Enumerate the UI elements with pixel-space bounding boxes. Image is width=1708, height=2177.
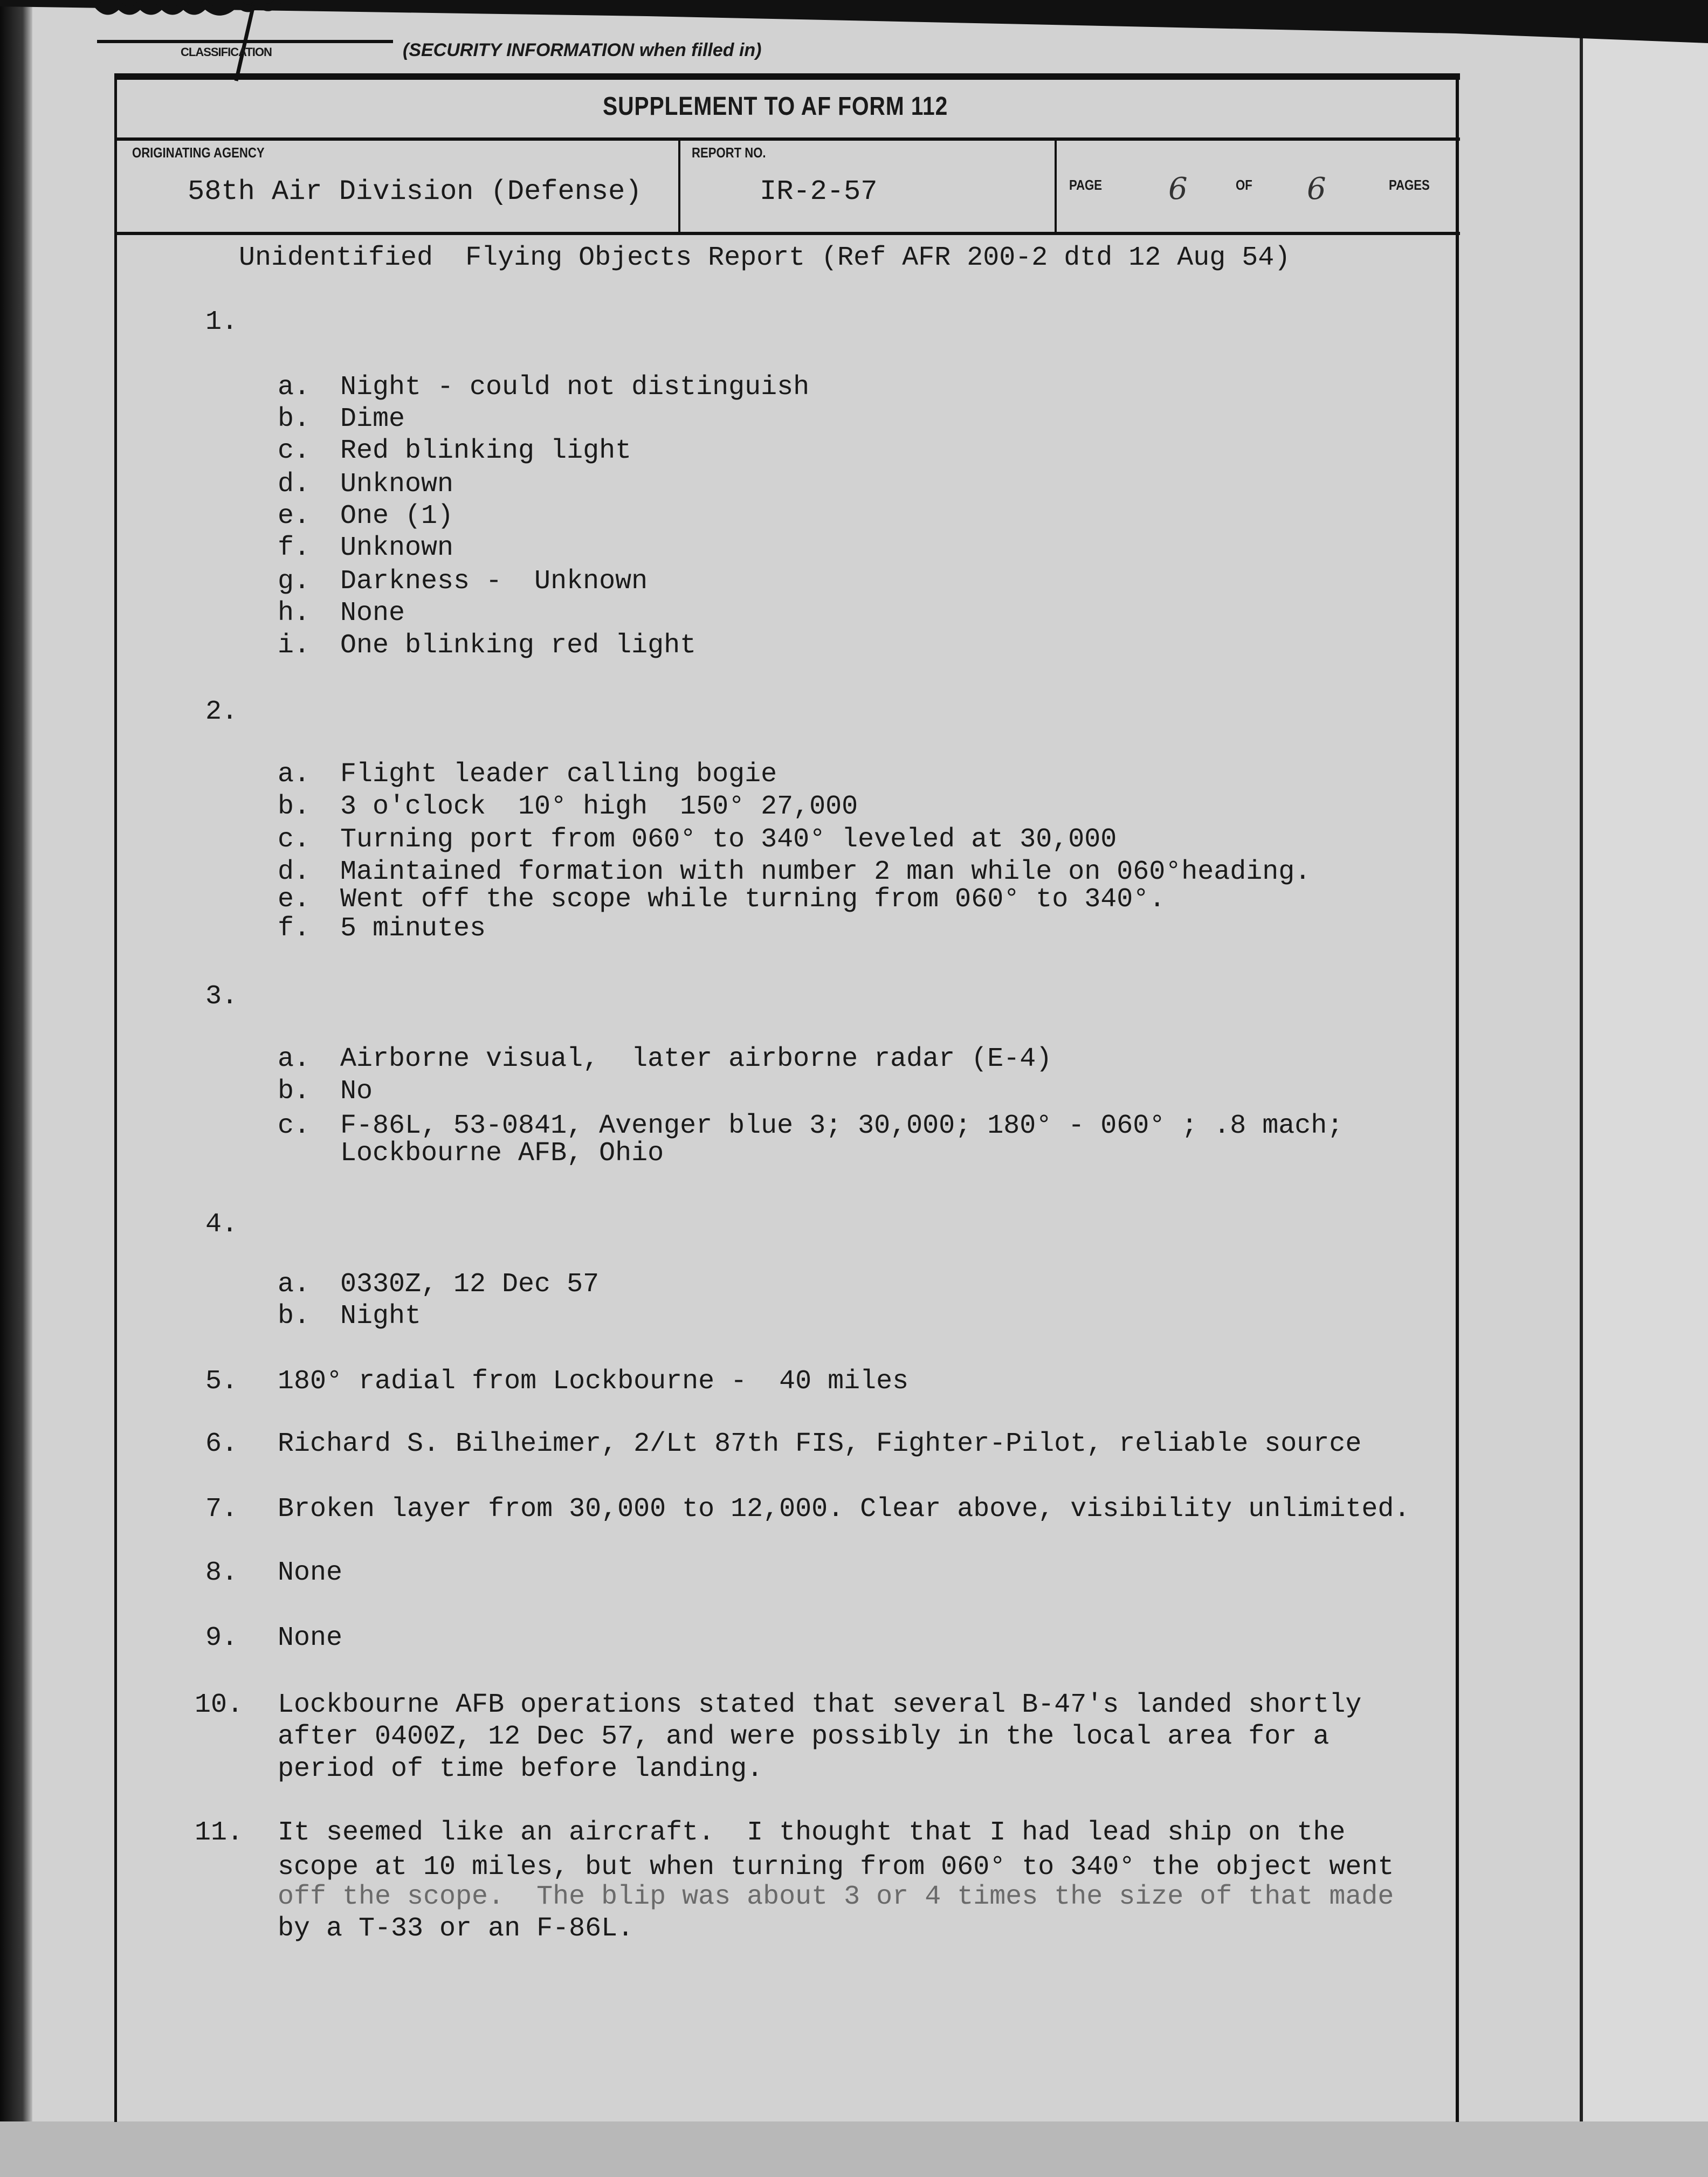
sub-text: Flight leader calling bogie bbox=[340, 759, 777, 790]
film-margin-right bbox=[1580, 0, 1708, 2177]
item-number: 7. bbox=[205, 1494, 238, 1525]
sub-label: c. bbox=[278, 1111, 311, 1141]
item-text: after 0400Z, 12 Dec 57, and were possibly in the local area for a bbox=[278, 1721, 1330, 1752]
sub-text: 5 minutes bbox=[340, 913, 486, 944]
sub-text: None bbox=[340, 598, 405, 629]
sub-text: Unknown bbox=[340, 469, 454, 500]
form-left-border bbox=[114, 73, 117, 2122]
form-divider bbox=[114, 137, 1460, 141]
sub-text: One blinking red light bbox=[340, 630, 697, 661]
security-note: (SECURITY INFORMATION when filled in) bbox=[403, 40, 762, 60]
sub-text: One (1) bbox=[340, 501, 454, 532]
item-text: None bbox=[278, 1623, 343, 1654]
sub-label: f. bbox=[278, 533, 311, 563]
sub-label: g. bbox=[278, 566, 311, 597]
sub-label: a. bbox=[278, 1044, 311, 1074]
originating-agency-label: ORIGINATING AGENCY bbox=[132, 144, 265, 161]
sub-label: c. bbox=[278, 436, 311, 466]
report-no-label: REPORT NO. bbox=[692, 144, 766, 161]
sub-text-continued: Lockbourne AFB, Ohio bbox=[340, 1138, 664, 1169]
item-text: off the scope. The blip was about 3 or 4 times the size of that made bbox=[278, 1882, 1394, 1912]
sub-text: 0330Z, 12 Dec 57 bbox=[340, 1269, 600, 1300]
report-no-value: IR-2-57 bbox=[760, 176, 878, 208]
column-divider bbox=[678, 139, 680, 233]
sub-text: Airborne visual, later airborne radar (E-4) bbox=[340, 1044, 1052, 1074]
item-text: Broken layer from 30,000 to 12,000. Clear above, visibility unlimited. bbox=[278, 1494, 1410, 1525]
item-number: 10. bbox=[195, 1690, 244, 1720]
item-number: 6. bbox=[205, 1429, 238, 1459]
sub-label: b. bbox=[278, 1301, 311, 1332]
item-text: by a T-33 or an F-86L. bbox=[278, 1913, 634, 1944]
item-text: None bbox=[278, 1558, 343, 1588]
column-divider bbox=[1055, 139, 1057, 233]
film-edge-left bbox=[0, 0, 32, 2177]
item-number: 11. bbox=[195, 1817, 244, 1848]
item-text: Lockbourne AFB operations stated that several B-47's landed shortly bbox=[278, 1690, 1362, 1720]
sub-text: 3 o'clock 10° high 150° 27,000 bbox=[340, 791, 858, 822]
of-label: OF bbox=[1236, 177, 1252, 193]
sub-label: d. bbox=[278, 469, 311, 500]
form-title: SUPPLEMENT TO AF FORM 112 bbox=[603, 92, 948, 121]
report-heading: Unidentified Flying Objects Report (Ref AFR 200-2 dtd 12 Aug 54) bbox=[239, 243, 1291, 273]
sub-label: a. bbox=[278, 759, 311, 790]
sub-label: c. bbox=[278, 824, 311, 855]
item-number: 1. bbox=[205, 307, 238, 337]
form-divider bbox=[114, 232, 1460, 235]
sub-text: Night bbox=[340, 1301, 422, 1332]
sub-text: Went off the scope while turning from 060° to 340°. bbox=[340, 884, 1166, 915]
sub-label: b. bbox=[278, 791, 311, 822]
form-top-border bbox=[114, 73, 1460, 80]
sub-label: b. bbox=[278, 404, 311, 435]
item-text: 180° radial from Lockbourne - 40 miles bbox=[278, 1366, 909, 1397]
sub-text: Darkness - Unknown bbox=[340, 566, 648, 597]
page-number: 6 bbox=[1168, 171, 1188, 206]
item-text: scope at 10 miles, but when turning from 060° to 340° the object went bbox=[278, 1852, 1394, 1883]
sub-label: h. bbox=[278, 598, 311, 629]
originating-agency-value: 58th Air Division (Defense) bbox=[188, 176, 642, 208]
item-text: Richard S. Bilheimer, 2/Lt 87th FIS, Fighter-Pilot, reliable source bbox=[278, 1429, 1362, 1459]
sub-label: f. bbox=[278, 913, 311, 944]
sub-label: a. bbox=[278, 372, 311, 403]
film-margin-bottom bbox=[0, 2121, 1708, 2177]
item-number: 9. bbox=[205, 1623, 238, 1654]
sub-text: Dime bbox=[340, 404, 405, 435]
sub-text: No bbox=[340, 1076, 373, 1107]
sub-text: F-86L, 53-0841, Avenger blue 3; 30,000; 180° - 060° ; .8 mach; bbox=[340, 1111, 1344, 1141]
item-number: 3. bbox=[205, 981, 238, 1012]
item-text: It seemed like an aircraft. I thought that I had lead ship on the bbox=[278, 1817, 1346, 1848]
item-number: 8. bbox=[205, 1558, 238, 1588]
sub-label: e. bbox=[278, 501, 311, 532]
item-number: 4. bbox=[205, 1209, 238, 1240]
sub-text: Unknown bbox=[340, 533, 454, 563]
sub-text: Red blinking light bbox=[340, 436, 632, 466]
page-label: PAGE bbox=[1069, 177, 1103, 193]
sub-text: Turning port from 060° to 340° leveled at 30,000 bbox=[340, 824, 1117, 855]
item-number: 2. bbox=[205, 697, 238, 727]
sub-text: Night - could not distinguish bbox=[340, 372, 810, 403]
sub-label: b. bbox=[278, 1076, 311, 1107]
sub-label: d. bbox=[278, 857, 311, 887]
item-number: 5. bbox=[205, 1366, 238, 1397]
item-text: period of time before landing. bbox=[278, 1754, 763, 1785]
sub-label: e. bbox=[278, 884, 311, 915]
sub-label: i. bbox=[278, 630, 311, 661]
pages-label: PAGES bbox=[1389, 177, 1430, 193]
form-right-border bbox=[1456, 73, 1459, 2122]
sub-text: Maintained formation with number 2 man while on 060°heading. bbox=[340, 857, 1311, 887]
classification-label: CLASSIFICATION bbox=[181, 45, 272, 59]
total-pages: 6 bbox=[1307, 171, 1326, 206]
sub-label: a. bbox=[278, 1269, 311, 1300]
classification-line bbox=[97, 40, 393, 43]
